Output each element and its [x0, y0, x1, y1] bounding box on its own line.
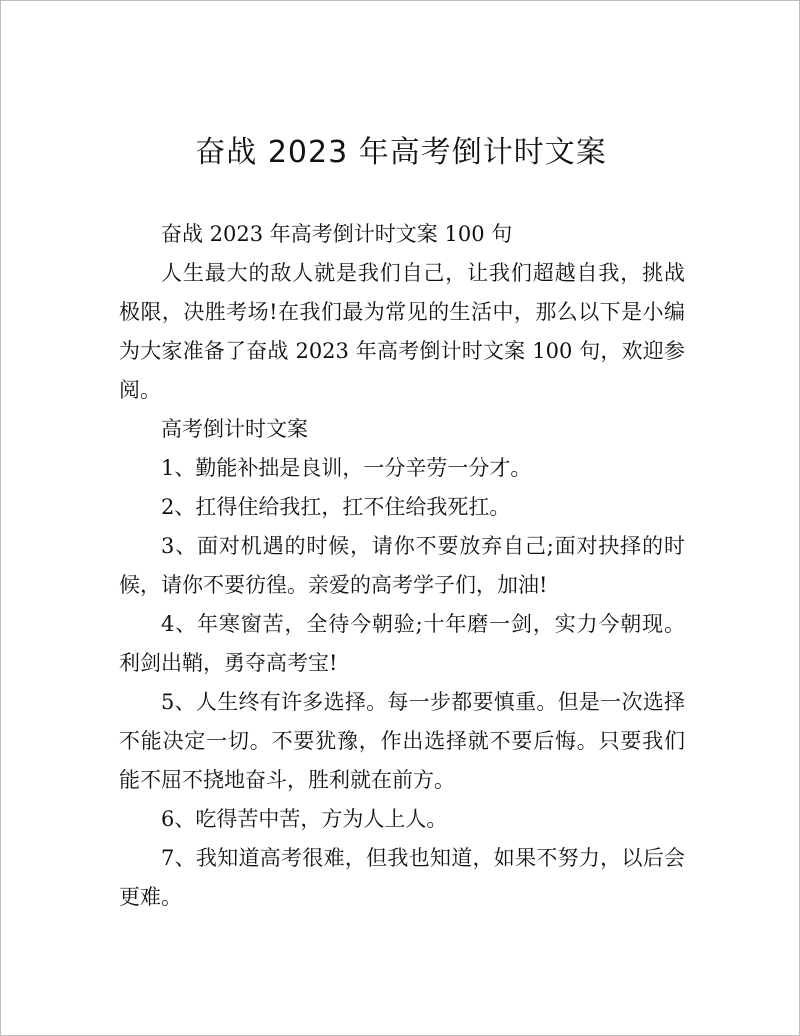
list-item: 1、勤能补拙是良训，一分辛劳一分才。	[161, 456, 532, 480]
list-item: 4、年寒窗苦，全待今朝验;十年磨一剑，实力今朝现。利剑出鞘，勇夺高考宝!	[119, 612, 685, 675]
document-body	[119, 215, 685, 917]
intro-paragraph: 人生最大的敌人就是我们自己，让我们超越自我，挑战极限，决胜考场!在我们最为常见的生活中，那么以下是小编为大家准备了奋战 2023 年高考倒计时文案 100 句，欢迎参阅。	[119, 261, 685, 402]
list-item: 5、人生终有许多选择。每一步都要慎重。但是一次选择不能决定一切。不要犹豫，作出选择就不要后悔。只要我们能不屈不挠地奋斗，胜利就在前方。	[119, 690, 685, 792]
list-item: 2、扛得住给我扛，扛不住给我死扛。	[161, 495, 511, 519]
subtitle-paragraph: 奋战 2023 年高考倒计时文案 100 句	[161, 222, 513, 246]
list-item: 3、面对机遇的时候，请你不要放弃自己;面对抉择的时候，请你不要彷徨。亲爱的高考学子们，加油!	[119, 534, 685, 597]
section-heading: 高考倒计时文案	[161, 417, 308, 441]
document-title: 奋战 2023 年高考倒计时文案	[195, 135, 607, 170]
list-item: 7、我知道高考很难，但我也知道，如果不努力，以后会更难。	[119, 846, 685, 909]
list-item: 6、吃得苦中苦，方为人上人。	[161, 807, 448, 831]
